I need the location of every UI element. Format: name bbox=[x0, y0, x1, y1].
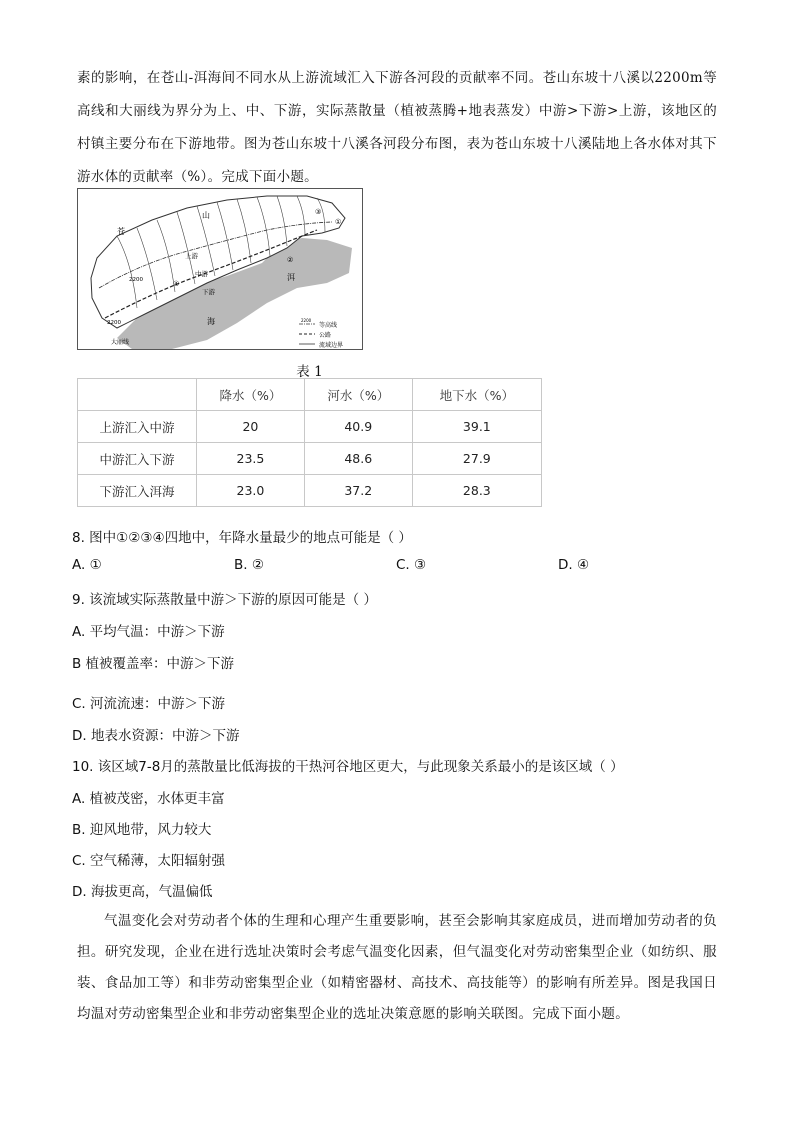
table-row bbox=[78, 411, 542, 443]
legend-boundary: 流域边界 bbox=[319, 342, 344, 349]
q10-option-b[interactable]: B. 迎风地带，风力较大 bbox=[72, 822, 212, 838]
intro-paragraph: 素的影响，在苍山-洱海间不同水从上游流域汇入下游各河段的贡献率不同。苍山东坡十八溪以2200m等高线和大丽线为界分为上、中、下游，实际蒸散量（植被蒸腾+地表蒸发）中游>下游>上游，该地区的村镇主要分布在下游地带。图为苍山东坡十八溪各河段分布图，表为苍山东坡十八溪陆地上各水体对其下游水体的贡献率（%）。完成下面小题。 bbox=[77, 70, 717, 185]
q10-option-a[interactable]: A. 植被茂密，水体更丰富 bbox=[72, 791, 225, 807]
table-header-cell: 河水（%） bbox=[304, 379, 412, 411]
label-road-name: 大丽线 bbox=[111, 339, 130, 346]
table-cell: 20 bbox=[197, 411, 305, 443]
table-cell: 37.2 bbox=[304, 475, 412, 507]
label-point-1: ① bbox=[335, 218, 342, 226]
q9-option-a[interactable]: A. 平均气温：中游＞下游 bbox=[72, 624, 225, 640]
label-middle: 中游 bbox=[195, 270, 208, 278]
q8-option-d[interactable]: D. ④ bbox=[558, 557, 590, 573]
label-lower: 下游 bbox=[202, 288, 215, 296]
label-point-3: ③ bbox=[315, 208, 322, 216]
legend-road: 公路 bbox=[319, 332, 332, 339]
label-point-4: ④ bbox=[173, 280, 180, 288]
question-8-stem: 8. 图中①②③④四地中，年降水量最少的地点可能是（ ） bbox=[72, 530, 412, 546]
table-header-row bbox=[78, 379, 542, 411]
label-upper: 上游 bbox=[185, 252, 198, 260]
table-cell: 上游汇入中游 bbox=[78, 411, 197, 443]
table-cell: 23.5 bbox=[197, 443, 305, 475]
label-hai: 海 bbox=[207, 317, 215, 326]
label-cang: 苍 bbox=[117, 227, 125, 236]
table-row bbox=[78, 475, 542, 507]
table-cell: 40.9 bbox=[304, 411, 412, 443]
table-header-cell: 地下水（%） bbox=[412, 379, 541, 411]
q8-option-c[interactable]: C. ③ bbox=[396, 557, 427, 573]
label-shan: 山 bbox=[202, 211, 210, 220]
table-header-cell: 降水（%） bbox=[197, 379, 305, 411]
q8-option-b[interactable]: B. ② bbox=[234, 557, 264, 573]
passage-paragraph: 气温变化会对劳动者个体的生理和心理产生重要影响，甚至会影响其家庭成员，进而增加劳动者的负担。研究发现，企业在进行选址决策时会考虑气温变化因素，但气温变化对劳动密集型企业（如纺织、服装、食品加工等）和非劳动密集型企业（如精密器材、高技术、高技能等）的影响有所差异。图是我国日均温对劳动密集型企业和非劳动密集型企业的选址决策意愿的影响关联图。完成下面小题。 bbox=[77, 913, 717, 1022]
q9-option-d[interactable]: D. 地表水资源：中游＞下游 bbox=[72, 728, 240, 744]
table-cell: 23.0 bbox=[197, 475, 305, 507]
map-figure bbox=[77, 188, 363, 350]
table-caption: 表 1 bbox=[296, 364, 323, 380]
table-row bbox=[78, 443, 542, 475]
q9-option-c[interactable]: C. 河流流速：中游＞下游 bbox=[72, 696, 226, 712]
contribution-table bbox=[77, 378, 542, 507]
q10-option-c[interactable]: C. 空气稀薄，太阳辐射强 bbox=[72, 853, 226, 869]
table-header-cell bbox=[78, 379, 197, 411]
svg-text:2200: 2200 bbox=[301, 318, 312, 323]
table-cell: 下游汇入洱海 bbox=[78, 475, 197, 507]
q9-option-b[interactable]: B 植被覆盖率：中游＞下游 bbox=[72, 656, 235, 672]
question-9-stem: 9. 该流域实际蒸散量中游＞下游的原因可能是（ ） bbox=[72, 592, 377, 608]
cangshan-map bbox=[77, 188, 363, 350]
table-cell: 28.3 bbox=[412, 475, 541, 507]
table-cell: 39.1 bbox=[412, 411, 541, 443]
table-cell: 27.9 bbox=[412, 443, 541, 475]
label-contour-value-2: 2200 bbox=[107, 320, 121, 326]
label-er: 洱 bbox=[287, 273, 295, 282]
label-point-2: ② bbox=[287, 256, 294, 264]
table-cell: 中游汇入下游 bbox=[78, 443, 197, 475]
legend-contour: 等高线 bbox=[319, 322, 338, 329]
q10-option-d[interactable]: D. 海拔更高，气温偏低 bbox=[72, 884, 213, 900]
question-10-stem: 10. 该区域7-8月的蒸散量比低海拔的干热河谷地区更大，与此现象关系最小的是该区域（ ） bbox=[72, 759, 624, 775]
table-cell: 48.6 bbox=[304, 443, 412, 475]
label-contour-value: 2200 bbox=[129, 277, 143, 283]
q8-option-a[interactable]: A. ① bbox=[72, 557, 102, 573]
